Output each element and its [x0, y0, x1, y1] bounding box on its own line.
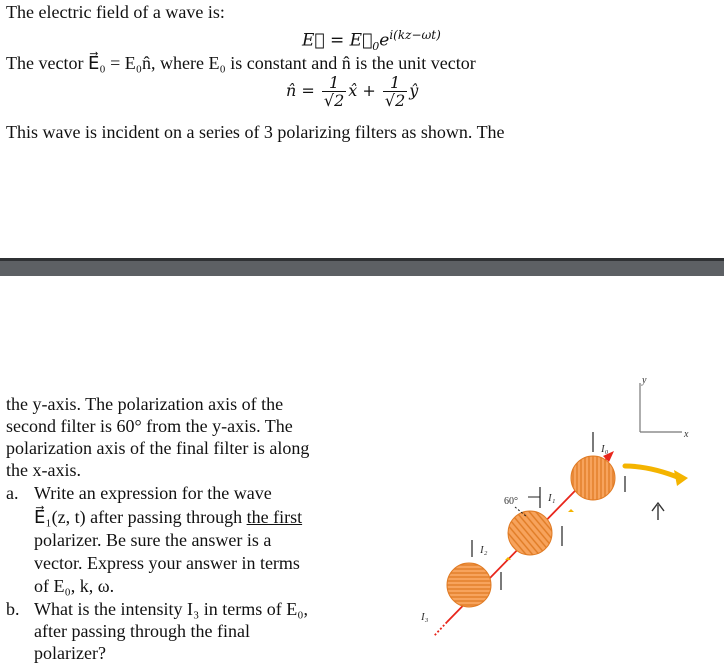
question-a-line-4: vector. Express your answer in terms: [34, 553, 300, 573]
rotation-arrow: [625, 466, 688, 486]
incident-line: This wave is incident on a series of 3 polarizing filters as shown. The: [6, 122, 505, 142]
intro-line: The electric field of a wave is:: [6, 2, 225, 22]
question-a-line-2-text: E⃗₁(z, t) after passing through: [34, 507, 247, 527]
para-line-3: polarization axis of the final filter is along: [6, 438, 310, 458]
beam-line-behind: [434, 622, 447, 636]
field-equation-sub: 0: [372, 40, 380, 54]
y-hat-term: ŷ: [409, 81, 419, 100]
x-hat-term: x̂ +: [348, 81, 376, 100]
question-b-line-1: What is the intensity I₃ in terms of E₀,: [34, 599, 308, 619]
field-equation-base: e: [379, 30, 390, 51]
question-a-marker: a.: [6, 483, 19, 503]
fraction-1-num: 1: [322, 74, 346, 92]
polarizer-3-disc: [447, 563, 491, 607]
polarizer-2: [504, 487, 574, 555]
polarizer-2-disc: [508, 511, 552, 555]
label-I3: I₃: [421, 611, 429, 623]
label-angle-60: 60°: [504, 496, 518, 507]
question-a-emphasis: the first: [246, 507, 303, 527]
rotation-arrow-curve: [625, 466, 680, 478]
polarizer-1: [571, 432, 625, 500]
question-a-line-5: of E₀, k, ω.: [34, 576, 115, 596]
question-b-line-3: polarizer?: [34, 643, 106, 663]
label-I2: I₂: [480, 544, 488, 556]
fraction-2-den: √2: [384, 91, 406, 110]
coordinate-axes: [640, 375, 689, 440]
question-a-line-3: polarizer. Be sure the answer is a: [34, 530, 272, 550]
question-b-marker: b.: [6, 599, 20, 619]
question-b-line-2: after passing through the final: [34, 621, 250, 641]
viewer-arrow-icon: [652, 503, 664, 520]
field-equation-lhs: E⃗ = E⃗: [302, 30, 373, 51]
polarizer-3: [420, 540, 511, 623]
field-equation-exponent: i(kz−ωt): [389, 28, 441, 42]
polarizer-1-disc: [571, 456, 615, 500]
para-line-1: the y-axis. The polarization axis of the: [6, 394, 284, 414]
x-axis-label: x: [684, 429, 689, 440]
label-I0: I₀: [601, 443, 609, 455]
vector-definition: The vector E⃗₀ = E₀n̂, where E₀ is constant and n̂ is the unit vector: [6, 53, 476, 73]
rotation-arrow-head-icon: [674, 470, 688, 486]
question-a-line-1: Write an expression for the wave: [34, 483, 272, 503]
label-I1: I₁: [548, 492, 556, 504]
polarizer-2-marker-icon: [568, 509, 574, 512]
y-axis-label: y: [642, 375, 647, 386]
unit-vector-lhs: n̂ =: [286, 81, 315, 100]
para-line-2: second filter is 60° from the y-axis. The: [6, 416, 293, 436]
para-line-4: the x-axis.: [6, 460, 81, 480]
fraction-2-num: 1: [383, 74, 407, 92]
fraction-1-den: √2: [323, 91, 345, 110]
